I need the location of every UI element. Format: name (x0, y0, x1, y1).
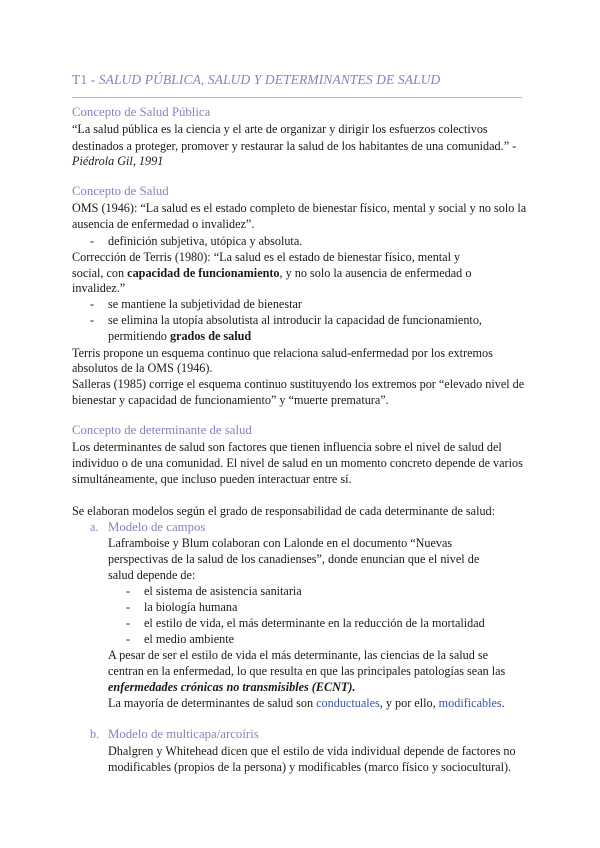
text-line: perspectivas de la salud de los canadienses”, donde enuncian que el nivel de (108, 552, 480, 566)
section-heading-determinante: Concepto de determinante de salud (72, 423, 252, 437)
list-item: el estilo de vida, el más determinante en la reducción de la mortalidad (144, 616, 485, 630)
quote-author: Piédrola Gil, 1991 (72, 154, 164, 168)
bullet-text: permitiendo grados de salud (108, 329, 252, 343)
text-line: Terris propone un esquema continuo que relaciona salud-enfermedad por los extremos (72, 346, 493, 360)
text-line: Los determinantes de salud son factores que tienen influencia sobre el nivel de salud del (72, 440, 502, 454)
text-line: Se elaboran modelos según el grado de responsabilidad de cada determinante de salud: (72, 504, 496, 518)
page-title: T1 - SALUD PÚBLICA, SALUD Y DETERMINANTES DE SALUD (72, 72, 441, 87)
bullet-dash: - (126, 584, 131, 598)
text-line: modificables (propios de la persona) y modificables (marco físico y sociocultural). (108, 760, 512, 774)
bullet-text: se elimina la utopía absolutista al introducir la capacidad de funcionamiento, (108, 313, 482, 327)
list-item: la biología humana (144, 600, 238, 614)
list-item: el sistema de asistencia sanitaria (144, 584, 302, 598)
model-a-heading: Modelo de campos (108, 520, 206, 534)
highlight-conductuales: conductuales (316, 696, 380, 710)
bullet-dash: - (90, 313, 95, 327)
text-line-bold: enfermedades crónicas no transmisibles (ECNT). (108, 680, 356, 694)
text-line: A pesar de ser el estilo de vida el más determinante, las ciencias de la salud se (108, 648, 489, 662)
bullet-dash: - (126, 600, 131, 614)
text-line: absolutos de la OMS (1946). (72, 361, 213, 375)
section-heading-salud-publica: Concepto de Salud Pública (72, 105, 211, 119)
bullet-dash: - (90, 297, 95, 311)
list-marker-a: a. (90, 520, 99, 534)
text-line: La mayoría de determinantes de salud son conductuales, y por ello, modificables. (108, 696, 505, 710)
model-b-heading: Modelo de multicapa/arcoíris (108, 727, 259, 741)
quote-line: destinados a proteger, promover y restaurar la salud de los habitantes de una comunidad.” - (72, 139, 517, 153)
text-line: Corrección de Terris (1980): “La salud es el estado de bienestar físico, mental y (72, 250, 461, 264)
text-line: bienestar y capacidad de funcionamiento” y “muerte prematura”. (72, 393, 389, 407)
section-heading-salud: Concepto de Salud (72, 184, 169, 198)
bullet-dash: - (126, 616, 131, 630)
bullet-dash: - (90, 234, 95, 248)
text-line: centran en la enfermedad, lo que resulta en que las principales patologías sean las (108, 664, 506, 678)
text-line: social, con capacidad de funcionamiento, y no solo la ausencia de enfermedad o (72, 266, 472, 280)
highlight-modificables: modificables (438, 696, 502, 710)
text-line: ausencia de enfermedad o invalidez”. (72, 217, 255, 231)
text-line: Laframboise y Blum colaboran con Lalonde en el documento “Nuevas (108, 536, 453, 550)
text-line: Dhalgren y Whitehead dicen que el estilo de vida individual depende de factores no (108, 744, 516, 758)
list-marker-b: b. (90, 727, 100, 741)
list-item: el medio ambiente (144, 632, 235, 646)
bullet-text: definición subjetiva, utópica y absoluta. (108, 234, 303, 248)
bullet-dash: - (126, 632, 131, 646)
text-line: OMS (1946): “La salud es el estado completo de bienestar físico, mental y social y no solo la (72, 201, 527, 215)
text-line: salud depende de: (108, 568, 196, 582)
title-divider (72, 97, 522, 98)
text-line: Salleras (1985) corrige el esquema continuo sustituyendo los extremos por “elevado nivel de (72, 377, 525, 391)
text-line: simultáneamente, que incluso pueden interactuar entre sí. (72, 472, 352, 486)
text-line: individuo o de una comunidad. El nivel de salud en un momento concreto depende de varios (72, 456, 523, 470)
quote-line: “La salud pública es la ciencia y el arte de organizar y dirigir los esfuerzos colectivos (72, 122, 488, 136)
bullet-text: se mantiene la subjetividad de bienestar (108, 297, 302, 311)
text-line: invalidez.” (72, 281, 126, 295)
